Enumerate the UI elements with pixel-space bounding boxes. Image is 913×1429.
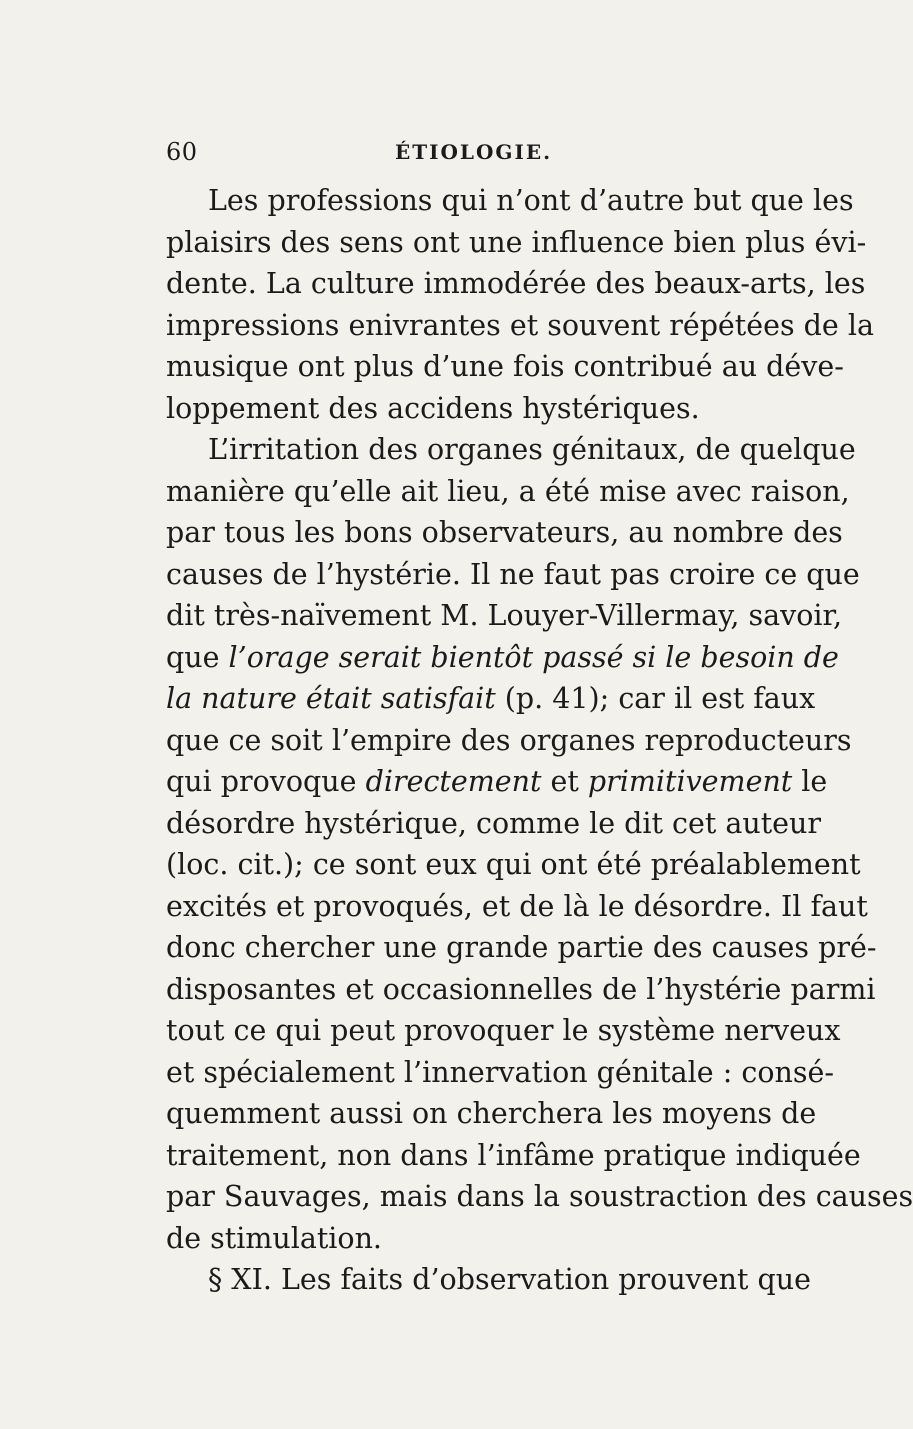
text-line	[166, 761, 828, 803]
text-line: dit très-naïvement M. Louyer-Villermay, savoir,	[166, 599, 843, 632]
text-line: disposantes et occasionnelles de l’hystérie parmi	[166, 972, 876, 1006]
italic-quote: la nature était satisfait	[166, 682, 496, 715]
text-line: que ce soit l’empire des organes reproducteurs	[166, 723, 852, 757]
text-segment: le	[792, 765, 828, 798]
text-line: loppement des accidens hystériques.	[166, 391, 700, 425]
text-line: dente. La culture immodérée des beaux-arts, les	[166, 267, 866, 300]
text-line: donc chercher une grande partie des causes pré-	[166, 931, 877, 964]
text-line	[166, 637, 839, 679]
text-segment: que	[166, 640, 229, 674]
text-line: par tous les bons observateurs, au nombre des	[166, 516, 843, 549]
text-line: désordre hystérique, comme le dit cet auteur	[166, 806, 822, 840]
text-line: de stimulation.	[166, 1221, 382, 1255]
text-line: excités et provoqués, et de là le désordre. Il faut	[166, 889, 868, 923]
page-header	[166, 138, 796, 178]
text-line: L’irritation des organes génitaux, de quelque	[208, 433, 856, 466]
italic-word: primitivement	[587, 765, 793, 798]
text-line: tout ce qui peut provoquer le système nerveux	[166, 1014, 841, 1047]
italic-quote: l’orage serait bientôt passé si le besoin de	[228, 640, 839, 674]
text-line: traitement, non dans l’infâme pratique indiquée	[166, 1138, 861, 1172]
text-line: impressions enivrantes et souvent répétées de la	[166, 308, 874, 342]
page-number: 60	[166, 138, 198, 166]
text-line: (loc. cit.); ce sont eux qui ont été préalablement	[166, 848, 861, 881]
text-line: par Sauvages, mais dans la soustraction des causes	[166, 1180, 913, 1213]
text-line: musique ont plus d’une fois contribué au déve-	[166, 350, 844, 383]
text-line: causes de l’hystérie. Il ne faut pas croire ce que	[166, 557, 860, 591]
running-title: ÉTIOLOGIE.	[395, 140, 553, 164]
text-segment: qui provoque	[166, 765, 366, 798]
text-line: plaisirs des sens ont une influence bien plus évi-	[166, 225, 867, 259]
body-text	[166, 180, 913, 1301]
text-segment: (p. 41); car il est faux	[495, 682, 816, 715]
text-line: § XI. Les faits d’observation prouvent que	[208, 1263, 811, 1296]
italic-word: directement	[365, 765, 542, 798]
text-line	[166, 678, 816, 720]
text-line: Les professions qui n’ont d’autre but que les	[208, 184, 854, 217]
text-line: quemment aussi on cherchera les moyens de	[166, 1097, 817, 1130]
text-line: et spécialement l’innervation génitale : consé-	[166, 1055, 834, 1089]
text-line: manière qu’elle ait lieu, a été mise avec raison,	[166, 474, 850, 508]
text-segment: et	[541, 765, 588, 798]
